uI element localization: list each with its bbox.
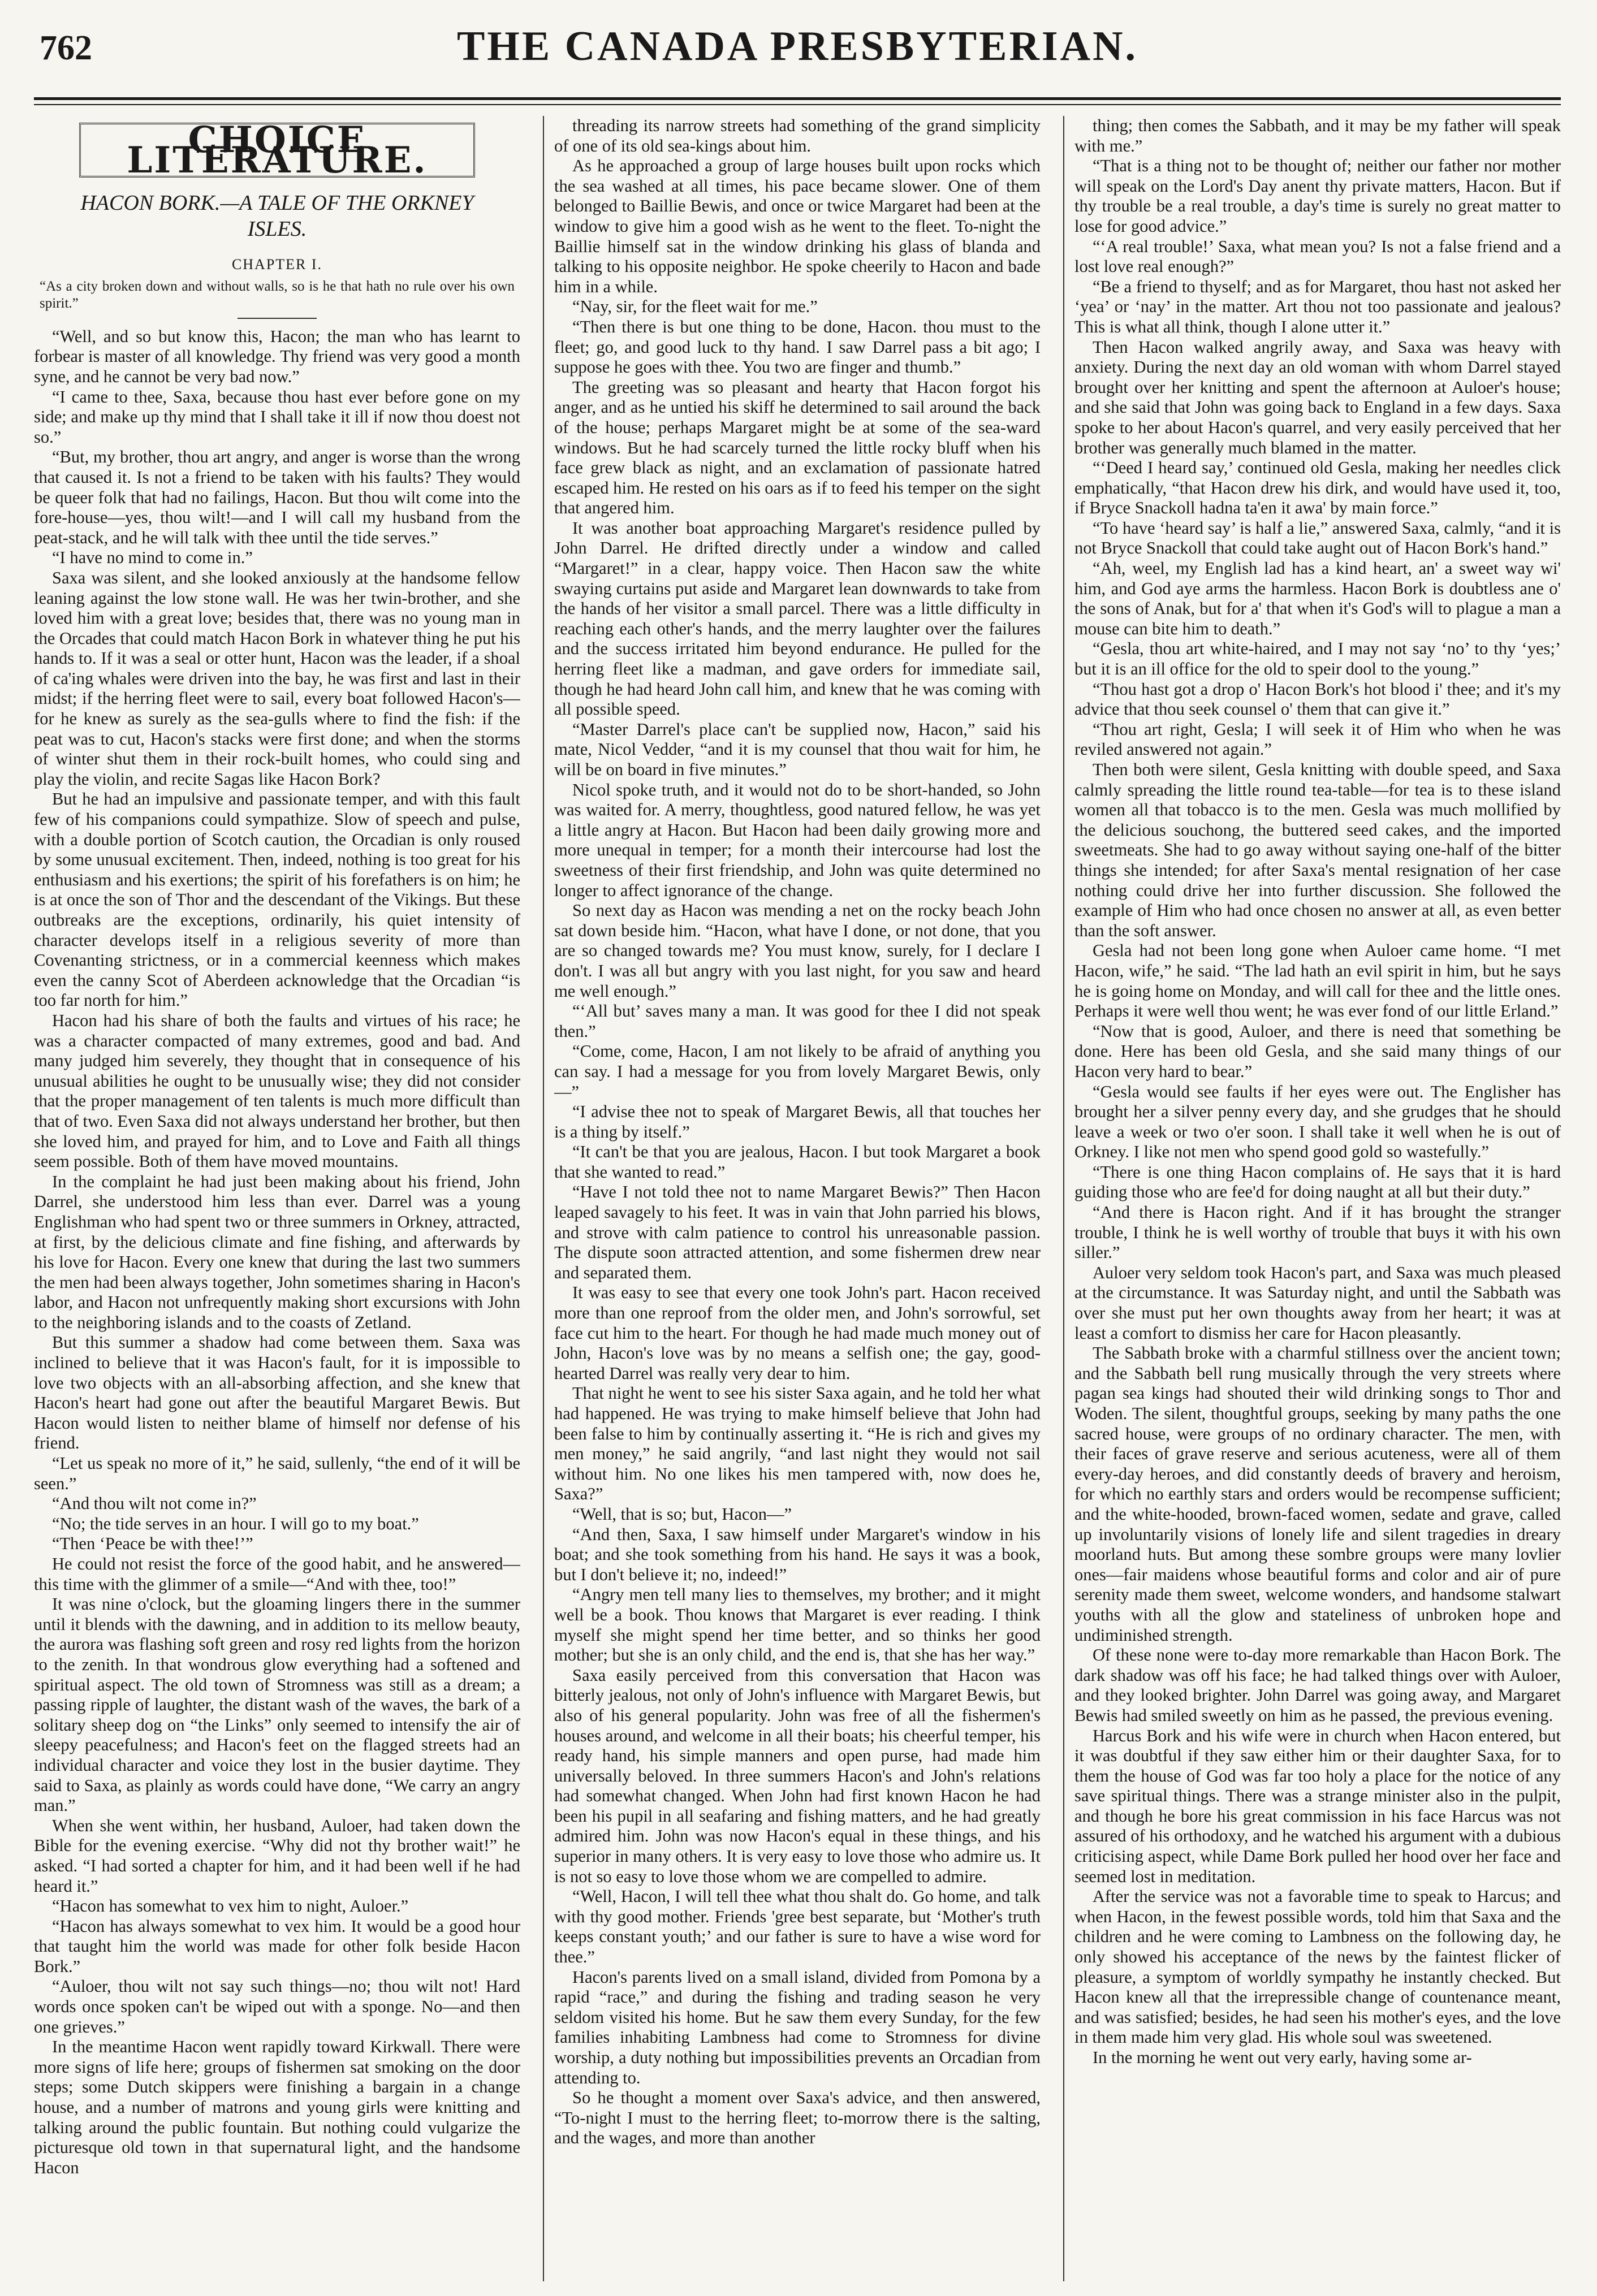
chapter-heading: CHAPTER I. xyxy=(231,256,323,273)
paragraph: “And thou wilt not come in?” xyxy=(52,1494,257,1514)
paragraph: It was another boat approaching Margaret's residence pulled by John Darrel. He drifted directly under a window and called “Margaret!” in a clear, happy voice. Then Hacon saw the white swaying curtains put aside and Margaret lean downwards to take from the hands of her visitor a small parcel. There was a little difficulty in reaching each other's hands, and the merry laughter over the failures and the success irritated him beyond endurance. He pulled for the herring fleet like a madman, and gave orders for immediate sail, though he had heard John call him, and knew that he was coming with all possible speed. xyxy=(554,518,1041,719)
paragraph: Harcus Bork and his wife were in church when Hacon entered, but it was doubtful if they saw either him or their daughter Saxa, for to them the house of God was far too holy a place for the notice of any save spiritual things. There was a strange minister also in the pulpit, and though he bore his great commission in his face Harcus was not assured of his orthodoxy, and he watched his argument with a dubious criticising aspect, while Dame Bork pulled her hood over her face and seemed lost in meditation. xyxy=(1074,1726,1561,1886)
paragraph: “Auloer, thou wilt not say such things—no; thou wilt not! Hard words once spoken can't be wiped out with a sponge. No—and then one grieves.” xyxy=(34,1977,520,2036)
paragraph: threading its narrow streets had something of the grand simplicity of one of its old sea-kings about him. xyxy=(554,116,1041,155)
paragraph: thing; then comes the Sabbath, and it may be my father will speak with me.” xyxy=(1074,116,1561,155)
paragraph: Hacon had his share of both the faults and virtues of his race; he was a character compacted of many extremes, good and bad. And many judged him severely, they thought that in consequence of his unusual abilities he ought to be unusually wise; they did not consider that the proper management of ten talents is much more difficult than that of two. Even Saxa did not always understand her brother, but then she loved him, and prayed for him, and to Love and Faith all things seem possible. Both of them have moved mountains. xyxy=(34,1010,520,1171)
page-header xyxy=(34,23,1561,85)
paragraph: “Gesla, thou art white-haired, and I may not say ‘no’ to thy ‘yes;’ but it is an ill office for the old to speir dool to the young.” xyxy=(1074,639,1561,679)
paragraph: “Come, come, Hacon, I am not likely to be afraid of anything you can say. I had a message for you from lovely Margaret Bewis, only—” xyxy=(554,1041,1041,1101)
paragraph: “Now that is good, Auloer, and there is need that something be done. Here has been old Gesla, and she said many things of our Hacon very hard to bear.” xyxy=(1074,1021,1561,1081)
column-1 xyxy=(34,116,520,2281)
paragraph: “I advise thee not to speak of Margaret Bewis, all that touches her is a thing by itself.” xyxy=(554,1102,1041,1141)
paragraph: “Thou art right, Gesla; I will seek it of Him who when he was reviled answered not again.” xyxy=(1074,719,1561,759)
paragraph: The greeting was so pleasant and hearty that Hacon forgot his anger, and as he untied his skiff he determined to sail around the back of the house; perhaps Margaret might be at some of the sea-ward windows. But he had scarcely turned the little rocky bluff when his face grew black as night, and an exclamation of passionate hatred escaped him. He rested on his oars as if to feed his temper on the sight that angered him. xyxy=(554,377,1041,518)
paragraph: Then Hacon walked angrily away, and Saxa was heavy with anxiety. During the next day an old woman with whom Darrel stayed brought over her knitting and spent the afternoon at Auloer's house; and she said that John was going back to England in a few days. Saxa spoke to her about Hacon's quarrel, and very easily perceived that her brother was generally much blamed in the matter. xyxy=(1074,337,1561,457)
paragraph: “Angry men tell many lies to themselves, my brother; and it might well be a book. Thou knows that Margaret is ever reading. I think myself she might spend her time better, and so thinks her good mother; but she is an only child, and the end is, that she has her way.” xyxy=(554,1585,1041,1665)
paragraph: “Then there is but one thing to be done, Hacon. thou must to the fleet; go, and good luck to thy hand. I saw Darrel pass a bit ago; I suppose he goes with thee. You two are finger and thumb.” xyxy=(554,317,1041,377)
paragraph: “Be a friend to thyself; and as for Margaret, thou hast not asked her ‘yea’ or ‘nay’ in the matter. Art thou not too passionate and jealous? This is what all think, though I alone utter it.” xyxy=(1074,276,1561,336)
paragraph: “Nay, sir, for the fleet wait for me.” xyxy=(572,297,818,317)
paragraph: “‘Deed I heard say,’ continued old Gesla, making her needles click emphatically, “that Hacon drew his dirk, and would have used it, too, if Bryce Snackoll hadna ta'en it awa' by main force.” xyxy=(1074,458,1561,518)
paragraph: “I came to thee, Saxa, because thou hast ever before gone on my side; and make up thy mind that I shall take it ill if now thou doest not so.” xyxy=(34,387,520,447)
column-divider xyxy=(543,116,544,2281)
paragraph: Then both were silent, Gesla knitting with double speed, and Saxa calmly spreading the little round tea-table—for tea is to these island women all that tobacco is to the men. Gesla was much mollified by the delicious souchong, the buttered seed cakes, and the imported sweetmeats. She had to go away without saying one-half of the bitter things she intended; for after Saxa's mental resignation of her case nothing could drive her into further discussion. She followed the example of Him who had once chosen no answer at all, as even better than the soft answer. xyxy=(1074,760,1561,940)
section-title: CHOICE LITERATURE. xyxy=(79,123,475,178)
paragraph: Nicol spoke truth, and it would not do to be short-handed, so John was waited for. A merry, thoughtless, good natured fellow, he was yet a little angry at Hacon. But Hacon had been daily growing more and more unequal in temper; for a month their intercourse had lost the sweetness of their first friendship, and John was quite determined no longer to affect ignorance of the change. xyxy=(554,780,1041,900)
paragraph: “Hacon has always somewhat to vex him. It would be a good hour that taught him the world was made for other folk beside Hacon Bork.” xyxy=(34,1916,520,1976)
paragraph: Auloer very seldom took Hacon's part, and Saxa was much pleased at the circumstance. It was Saturday night, and until the Sabbath was over she must put her own thoughts away from her heart; it was at least a comfort to dismiss her care for Hacon pleasantly. xyxy=(1074,1262,1561,1343)
paragraph: When she went within, her husband, Auloer, had taken down the Bible for the evening exercise. “Why did not thy brother wait!” he asked. “I had sorted a chapter for him, and it had been well if he had heard it.” xyxy=(34,1815,520,1896)
paragraph: “Well, and so but know this, Hacon; the man who has learnt to forbear is master of all knowledge. Thy friend was very good a month syne, and he cannot be very bad now.” xyxy=(34,326,520,386)
paragraph: After the service was not a favorable time to speak to Harcus; and when Hacon, in the fewest possible words, told him that Saxa and the children and he were coming to Lambness on the following day, he only showed his acceptance of the news by the faintest flicker of pleasure, a symptom of worldly sympathy he instantly checked. But Hacon knew all that the irrepressible change of countenance meant, and was satisfied; besides, he had seen his mother's eyes, and the love in them made him very glad. His whole soul was sweetened. xyxy=(1074,1887,1561,2047)
article-text xyxy=(554,116,1041,2148)
paragraph: As he approached a group of large houses built upon rocks which the sea washed at all times, his pace became slower. One of them belonged to Baillie Bewis, and once or twice Margaret had been at the window to give him a good wish as he went to the fleet. To-night the Baillie himself sat in the window drinking his glass of blanda and talking to his opposite neighbor. He spoke cheerily to Hacon and bade him in a while. xyxy=(554,156,1041,296)
header-rule-thin xyxy=(34,104,1561,105)
paragraph: Saxa easily perceived from this conversation that Hacon was bitterly jealous, not only of John's influence with Margaret Bewis, but also of his general popularity. John was free of all the fishermen's houses around, and welcome in all their boats; his cheerful temper, his ready hand, his simple manners and open purse, had made him universally beloved. In three summers Hacon's and John's relations had somewhat changed. When John had first known Hacon he had been his pupil in all seafaring and fishing matters, and he had greatly admired him. John was now Hacon's equal in these things, and his superior in many others. It is very easy to love those who admire us. It is not so easy to love those whom we are compelled to admire. xyxy=(554,1665,1041,1886)
paragraph: “That is a thing not to be thought of; neither our father nor mother will speak on the Lord's Day anent thy private matters, Hacon. But if thy trouble be a real trouble, a day's time is surely no great matter to lose for good advice.” xyxy=(1074,156,1561,236)
paragraph: “‘A real trouble!’ Saxa, what mean you? Is not a false friend and a lost love real enough?” xyxy=(1074,236,1561,276)
paragraph: “To have ‘heard say’ is half a lie,” answered Saxa, calmly, “and it is not Bryce Snackoll that could take aught out of Hacon Bork's hand.” xyxy=(1074,518,1561,558)
page-number: 762 xyxy=(40,29,92,67)
paragraph: “‘All but’ saves many a man. It was good for thee I did not speak then.” xyxy=(554,1001,1041,1041)
paragraph: The Sabbath broke with a charmful stillness over the ancient town; and the Sabbath bell rung musically through the very streets where pagan sea kings had shouted their wild drinking songs to Thor and Woden. The silent, thoughtful groups, seeking by many paths the one sacred house, were groups of no ordinary character. The men, with their faces of grave reserve and serious acuteness, were all of them every-day heroes, and did constantly deeds of bravery and heroism, for which no earthly stars and orders would be recompense sufficient; and the white-hooded, brown-faced women, sedate and grave, called up involuntarily visions of lonely life and silent tragedies in dreary moorland huts. But among these sombre groups were many lovlier ones—fair maidens whose beautiful forms and color and air of pure serenity made them sweet, welcome wonders, and handsome stalwart youths with all the glow and stateliness of unbroken hope and undiminished strength. xyxy=(1074,1343,1561,1645)
paragraph: “Gesla would see faults if her eyes were out. The Englisher has brought her a silver penny every day, and she grudges that he should leave a week or two o'er soon. I shall take it well when he is out of Orkney. I like not men who spend good gold so wastefully.” xyxy=(1074,1082,1561,1162)
paragraph: “No; the tide serves in an hour. I will go to my boat.” xyxy=(52,1514,419,1533)
paragraph: Saxa was silent, and she looked anxiously at the handsome fellow leaning against the low stone wall. He was her twin-brother, and she loved him with a great love; besides that, there was no young man in the Orcades that could match Hacon Bork in whatever thing he put his hands to. If it was a seal or otter hunt, Hacon was the leader, if a shoal of ca'ing whales were driven into the bay, he was first and last in their midst; if the herring fleet were to sail, every boat followed Hacon's—for he knew as surely as the sea-gulls where to find the fish: if the peat was to cut, Hacon's stacks were first done; and when the storms of winter shut them in their rock-built homes, who could sing and play the violin, and recite Sagas like Hacon Bork? xyxy=(34,568,520,789)
paragraph: “Well, that is so; but, Hacon—” xyxy=(572,1504,792,1524)
paragraph: But he had an impulsive and passionate temper, and with this fault few of his companions could sympathize. Slow of speech and pulse, with a double portion of Scotch caution, the Orcadian is only roused by some unusual excitement. Then, indeed, nothing is too great for his enthusiasm and his exertions; the spirit of his forefathers is on him; he is at once the son of Thor and the descendant of the Vikings. But these outbreaks are the exceptions, ordinarily, his quiet intensity of character develops itself in a religious severity of more than Covenanting strictness, or in a commercial keenness which makes even the canny Scot of Aberdeen acknowledge that the Orcadian “is too far north for him.” xyxy=(34,789,520,1010)
paragraph: “Let us speak no more of it,” he said, sullenly, “the end of it will be seen.” xyxy=(34,1454,520,1493)
paragraph: Gesla had not been long gone when Auloer came home. “I met Hacon, wife,” he said. “The lad hath an evil spirit in him, but he says he is going home on Monday, and will call for thee and the little ones. Perhaps it were well thou went; he was ever fond of our little Erland.” xyxy=(1074,941,1561,1021)
article-text xyxy=(1074,116,1561,2068)
paragraph: In the morning he went out very early, having some ar- xyxy=(1093,2048,1472,2067)
paragraph: “Hacon has somewhat to vex him to night, Auloer.” xyxy=(52,1896,409,1916)
paragraph: “Well, Hacon, I will tell thee what thou shalt do. Go home, and talk with thy good mother. Friends 'gree best separate, but ‘Mother's truth keeps constant youth;’ and our father is sure to have a wise word for thee.” xyxy=(554,1887,1041,1967)
article-text xyxy=(34,327,520,2178)
paragraph: “Have I not told thee not to name Margaret Bewis?” Then Hacon leaped savagely to his feet. It was in vain that John parried his blows, and strove with calm patience to control his unreasonable passion. The dispute soon attracted attention, and some fishermen drew near and separated them. xyxy=(554,1182,1041,1282)
paragraph: But this summer a shadow had come between them. Saxa was inclined to believe that it was Hacon's fault, for it is impossible to love two objects with an all-absorbing affection, and she knew that Hacon's heart had gone out after the beautiful Margaret Bewis. But Hacon would listen to neither blame of himself nor defense of his friend. xyxy=(34,1333,520,1453)
epigraph: “As a city broken down and without walls, so is he that hath no rule over his own spirit.” xyxy=(40,278,515,311)
paragraph: So he thought a moment over Saxa's advice, and then answered, “To-night I must to the herring fleet; to-morrow there is the salting, and the wages, and more than another xyxy=(554,2088,1041,2148)
divider xyxy=(238,318,317,319)
story-title: HACON BORK.—A TALE OF THE ORKNEY ISLES. xyxy=(80,191,474,241)
paragraph: “Then ‘Peace be with thee!’” xyxy=(52,1534,253,1554)
paragraph: It was easy to see that every one took John's part. Hacon received more than one reproof from the older men, and John's sorrowful, set face cut him to the heart. For though he had made much money out of John, Hacon's love was by no means a selfish one; the gay, good-hearted Darrel was really very dear to him. xyxy=(554,1283,1041,1383)
paragraph: Hacon's parents lived on a small island, divided from Pomona by a rapid “race,” and during the fishing and trading season he very seldom visited his home. But he saw them every Sunday, for the few families inhabiting Lambness had come to Stromness for divine worship, a duty nothing but impossibilities prevents an Orcadian from attending to. xyxy=(554,1967,1041,2087)
paragraph: He could not resist the force of the good habit, and he answered—this time with the glimmer of a smile—“And with thee, too!” xyxy=(34,1554,520,1594)
paragraph: “There is one thing Hacon complains of. He says that it is hard guiding those who are fee'd for doing naught at all but their duty.” xyxy=(1074,1162,1561,1202)
paragraph: “Master Darrel's place can't be supplied now, Hacon,” said his mate, Nicol Vedder, “and it is my counsel that thou wait for him, he will be on board in five minutes.” xyxy=(554,719,1041,779)
paragraph: “I have no mind to come in.” xyxy=(52,548,253,568)
paragraph: “But, my brother, thou art angry, and anger is worse than the wrong that caused it. Is not a friend to be taken with his faults? They would be queer folk that had no failings, Hacon. But thou wilt come into the fore-house—yes, thou wilt!—and I will call my husband from the peat-stack, and he will talk with thee until the tide serves.” xyxy=(34,447,520,547)
paragraph: In the complaint he had just been making about his friend, John Darrel, she understood him less than ever. Darrel was a young Englishman who had spent two or three summers in Orkney, attracted, at first, by the delicious climate and fine fishing, and afterwards by his love for Hacon. Every one knew that during the last two summers the men had been always together, John sometimes sharing in Hacon's labor, and Hacon not unfrequently making short excursions with John to the neighboring islands and to the coasts of Zetland. xyxy=(34,1171,520,1332)
header-rule xyxy=(34,97,1561,100)
paragraph: It was nine o'clock, but the gloaming lingers there in the summer until it blends with the dawning, and in addition to its mellow beauty, the aurora was flashing soft green and rosy red lights from the horizon to the zenith. In that wondrous glow everything had a softened and spiritual aspect. The old town of Stromness was still as a dream; a passing ripple of laughter, the distant wash of the waves, the bark of a solitary sheep dog on “the Links” only seemed to intensify the air of sleepy peacefulness; and Hacon's feet on the flagged streets had an individual character and voice they lost in the busier daytime. They said to Saxa, as plainly as words could have done, “We carry an angry man.” xyxy=(34,1594,520,1815)
paragraph: “And then, Saxa, I saw himself under Margaret's window in his boat; and she took something from his hand. He says it was a book, but I don't believe it; no, indeed!” xyxy=(554,1524,1041,1584)
column-3 xyxy=(1074,116,1561,2281)
paragraph: In the meantime Hacon went rapidly toward Kirkwall. There were more signs of life here; groups of fishermen sat smoking on the door steps; some Dutch skippers were finishing a bargain in a change house, and a number of matrons and young girls were knitting and talking around the public fountain. But nothing could vulgarize the picturesque old town in that supernatural light, and the handsome Hacon xyxy=(34,2037,520,2177)
paragraph: So next day as Hacon was mending a net on the rocky beach John sat down beside him. “Hacon, what have I done, or not done, that you are so changed towards me? You must know, surely, for I declare I don't. I was all but angry with you last night, for you saw and heard me well enough.” xyxy=(554,901,1041,1001)
paragraph: “It can't be that you are jealous, Hacon. I but took Margaret a book that she wanted to read.” xyxy=(554,1142,1041,1182)
paragraph: Of these none were to-day more remarkable than Hacon Bork. The dark shadow was off his face; he had talked things over with Auloer, and they looked brighter. John Darrel was going away, and Margaret Bewis had smiled sweetly on him as he passed, the previous evening. xyxy=(1074,1645,1561,1725)
column-2 xyxy=(554,116,1041,2281)
paragraph: “Thou hast got a drop o' Hacon Bork's hot blood i' thee; and it's my advice that thou seek counsel o' them that can give it.” xyxy=(1074,679,1561,719)
masthead-title: THE CANADA PRESBYTERIAN. xyxy=(456,23,1138,70)
column-divider xyxy=(1063,116,1064,2281)
paragraph: “Ah, weel, my English lad has a kind heart, an' a sweet way wi' him, and God aye arms the harmless. Hacon Bork is doubtless ane o' the sons of Anak, but for a' that when it's God's will to plague a man a mouse can bite him to death.” xyxy=(1074,559,1561,638)
paragraph: “And there is Hacon right. And if it has brought the stranger trouble, I think he is well worthy of trouble that buys it with his own siller.” xyxy=(1074,1203,1561,1262)
paragraph: That night he went to see his sister Saxa again, and he told her what had happened. He was trying to make himself believe that John had been false to him by continually asserting it. “He is rich and gives my men money,” he said angrily, “and last night they would not sail without him. No one likes his men tampered with, now does he, Saxa?” xyxy=(554,1383,1041,1504)
